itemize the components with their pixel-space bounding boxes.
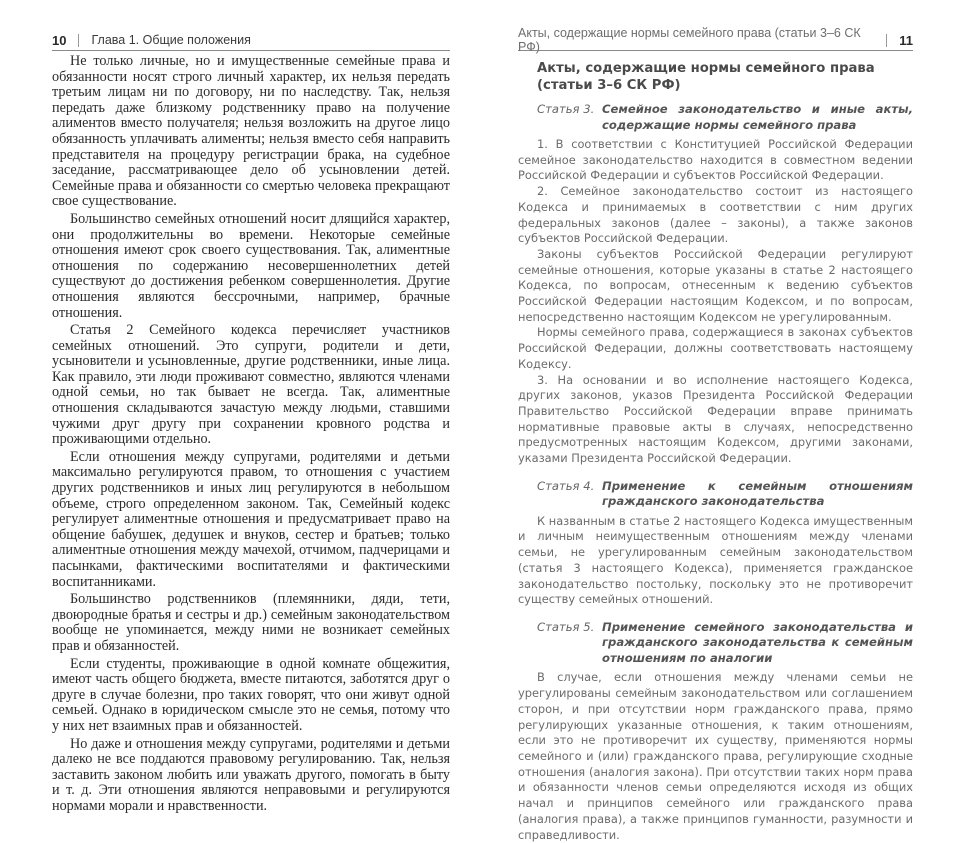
section-title-line: (статьи 3–6 СК РФ) <box>537 78 681 93</box>
right-page-body <box>518 58 913 843</box>
running-head-title: Акты, содержащие нормы семейного права (статьи 3–6 СК РФ) <box>518 26 861 54</box>
paragraph: Если студенты, проживающие в одной комнате общежития, имеют часть общего бюджета, вместе питаются, заботятся друг о друге в случае болезни, про таких говорят, что они живут одной семьей. Однако в юридическом смысле это не семья, потому что у них нет взаимных прав и обязанностей. <box>52 655 450 734</box>
article-heading-3 <box>537 102 913 133</box>
paragraph: 1. В соответствии с Конституцией Российской Федерации семейное законодательство находится в совместном ведении Российской Федерации и субъектов Российской Федерации. <box>518 137 913 183</box>
section-title-line: Акты, содержащие нормы семейного права <box>537 61 875 76</box>
paragraph: Если отношения между супругами, родителями и детьми максимально регулируются правом, то отношения с участием других родственников и иных лиц регулируются в небольшом объеме, строго определенном законом. Так, Семейный кодекс регулирует алиментные отношения и предусматривает право на общение бабушек, дедушек и внуков, сестер и братьев; только алиментные отношения между мачехой, отчимом, падчерицами и пасынками, фактическими воспитателями и фактическими воспитанниками. <box>52 448 450 590</box>
left-page <box>0 0 480 814</box>
spacer <box>518 608 913 614</box>
article-label: Статья 3. <box>537 102 595 116</box>
page-number: 11 <box>899 32 913 48</box>
spacer <box>518 467 913 473</box>
article-label: Статья 5. <box>537 619 595 634</box>
page-number: 10 <box>52 32 67 48</box>
paragraph: Статья 2 Семейного кодекса перечисляет участников семейных отношений. Это супруги, родители и дети, усыновители и усыновленные, другие родственники, иные лица. Как правило, эти люди проживают совместно, являются членами одной семьи, но так бывает не всегда. Так, алиментные отношения складываются зачастую между людьми, ставшими чужими друг другу при сохранении кровного родства и проживающими отдельно. <box>52 322 450 448</box>
article-title: Применение семейного законодательства и гражданского законодательства к семейным отношениям по аналогии <box>602 619 913 665</box>
running-header-right <box>518 26 913 54</box>
paragraph: К названным в статье 2 настоящего Кодекса имущественным и личным неимущественным отношениям между членами семьи, не урегулированным семейным законодательством (статья 3 настоящего Кодекса), применяется гражданское законодательство постольку, поскольку это не противоречит существу семейных отношений. <box>518 513 913 607</box>
paragraph: Но даже и отношения между супругами, родителями и детьми далеко не все поддаются правовому регулированию. Так, нельзя заставить законом любить или уважать другого, помогать в быту и т. д. Эти отношения являются неправовыми и регулируются нормами морали и нравственности. <box>52 735 450 814</box>
right-page <box>480 0 960 842</box>
paragraph: Законы субъектов Российской Федерации регулируют семейные отношения, которые указаны в статье 2 настоящего Кодекса, по вопросам, отнесенным к ведению субъектов Российской Федерации настоящим Кодексом, и по вопросам, непосредственно настоящим Кодексом не урегулированным. <box>518 246 913 324</box>
article-title: Семейное законодательство и иные акты, содержащие нормы семейного права <box>602 102 913 132</box>
paragraph: Большинство семейных отношений носит длящийся характер, они продолжительны во времени. Некоторые семейные отношения имеют срок своего существования. Так, алиментные отношения по содержанию несовершеннолетних детей существуют до достижения ребенком совершеннолетия. Другие отношения являются бессрочными, например, брачные отношения. <box>52 210 450 321</box>
paragraph: 3. На основании и во исполнение настоящего Кодекса, других законов, указов Президента Российской Федерации Правительство Российской Федерации вправе принимать нормативные правовые акты в случаях, непосредственно предусмотренных настоящим Кодексом, другими законами, указами Президента Российской Федерации. <box>518 372 913 466</box>
header-separator <box>78 34 79 47</box>
running-header-left <box>52 30 450 51</box>
running-head-title: Глава 1. Общие положения <box>91 33 251 47</box>
paragraph: Большинство родственников (племянники, дяди, тети, двоюродные братья и сестры и др.) семейным законодательством вообще не упоминается, между ними не возникает семейных прав и обязанностей. <box>52 591 450 654</box>
article-heading-4 <box>537 479 913 510</box>
paragraph: 2. Семейное законодательство состоит из настоящего Кодекса и принимаемых в соответствии с ним других федеральных законов (далее – законы), а также законов субъектов Российской Федерации. <box>518 184 913 246</box>
article-heading-5 <box>537 620 913 667</box>
paragraph: Нормы семейного права, содержащиеся в законах субъектов Российской Федерации, должны соответствовать настоящему Кодексу. <box>518 325 913 371</box>
paragraph: Не только личные, но и имущественные семейные права и обязанности носят строго личный характер, их нельзя передать третьим лицам ни по договору, ни по наследству. Так, нельзя передать даже близкому родственнику право на получение алиментов вместо получателя; нельзя возложить на другое лицо обязанность уплачивать алименты; нельзя вместо себя направить представителя на процедуру регистрации брака, на судебное заседание, рассматривающее дело об усыновлении детей. Семейные права и обязанности со смертью человека прекращают свое существование. <box>52 53 450 210</box>
left-page-body <box>52 54 450 817</box>
section-title <box>537 60 913 94</box>
article-label: Статья 4. <box>537 478 595 493</box>
paragraph: В случае, если отношения между членами семьи не урегулированы семейным законодательством или соглашением сторон, и при отсутствии норм гражданского права, прямо регулирующих указанные отношения, к таким отношениям, если это не противоречит их существу, применяются нормы семейного и (или) гражданского права, регулирующие сходные отношения (аналогия закона). При отсутствии таких норм права и обязанности членов семьи определяются исходя из общих начал и принципов семейного или гражданского права (аналогия права), а также принципов гуманности, разумности и справедливости. <box>518 670 913 842</box>
article-title: Применение к семейным отношениям гражданского законодательства <box>602 478 913 509</box>
header-separator <box>886 34 887 47</box>
